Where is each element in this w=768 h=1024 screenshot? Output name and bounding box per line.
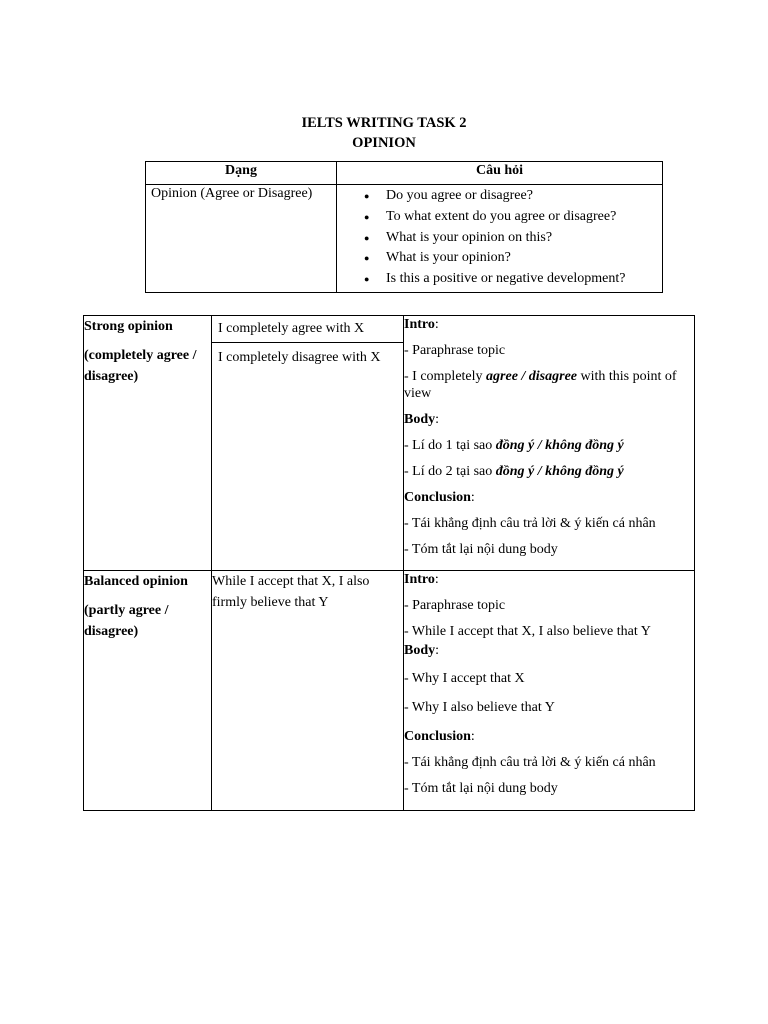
conclusion-label: Conclusion bbox=[404, 729, 471, 744]
strong-structure-cell bbox=[404, 316, 695, 571]
table-header-row bbox=[146, 162, 663, 185]
intro-heading: Intro: bbox=[404, 317, 439, 332]
body-point-2: - Why I also believe that Y bbox=[404, 700, 555, 715]
body-label: Body bbox=[404, 412, 436, 427]
intro-2-emphasis: agree / disagree bbox=[486, 369, 578, 384]
strong-thesis-cell bbox=[212, 316, 404, 571]
list-item: ● What is your opinion? bbox=[386, 248, 657, 269]
list-item: ● To what extent do you agree or disagree? bbox=[386, 207, 657, 228]
header-type: Dạng bbox=[146, 162, 337, 185]
strong-opinion-row bbox=[84, 316, 695, 571]
strong-opinion-sub: (completely agree / disagree) bbox=[84, 348, 197, 384]
thesis-disagree: I completely disagree with X bbox=[218, 350, 381, 365]
intro-label: Intro bbox=[404, 572, 435, 587]
intro-point-2 bbox=[404, 368, 694, 402]
conclusion-point-2: - Tóm tắt lại nội dung body bbox=[404, 542, 558, 557]
intro-label: Intro bbox=[404, 317, 435, 332]
list-item: ● Do you agree or disagree? bbox=[386, 186, 657, 207]
list-item: ● What is your opinion on this? bbox=[386, 228, 657, 249]
balanced-opinion-sub: (partly agree / disagree) bbox=[84, 603, 169, 639]
thesis-agree: I completely agree with X bbox=[212, 316, 403, 343]
intro-2-text: - I completely bbox=[404, 369, 487, 384]
body-1-text: - Lí do 1 tại sao bbox=[404, 438, 496, 453]
balanced-opinion-cell bbox=[84, 571, 212, 811]
body-point-1 bbox=[404, 437, 694, 454]
conclusion-point-1: - Tái khẳng định câu trả lời & ý kiến cá nhân bbox=[404, 755, 656, 770]
conclusion-heading: Conclusion: bbox=[404, 729, 475, 744]
body-heading: Body: bbox=[404, 643, 440, 658]
list-item: ● Is this a positive or negative development? bbox=[386, 269, 657, 290]
body-2-text: - Lí do 2 tại sao bbox=[404, 464, 496, 479]
table-row bbox=[146, 185, 663, 293]
opinion-structure-table bbox=[83, 315, 695, 811]
balanced-structure-cell bbox=[404, 571, 695, 811]
intro-point-1: - Paraphrase topic bbox=[404, 598, 506, 613]
questions-cell bbox=[337, 185, 663, 293]
intro-point-2: - While I accept that X, I also believe that Y bbox=[404, 624, 651, 639]
conclusion-label: Conclusion bbox=[404, 490, 471, 505]
strong-opinion-cell bbox=[84, 316, 212, 571]
body-1-emphasis: đồng ý / không đồng ý bbox=[495, 438, 624, 453]
balanced-thesis-cell bbox=[212, 571, 404, 811]
conclusion-heading: Conclusion: bbox=[404, 490, 475, 505]
intro-2-rest: with this point of view bbox=[404, 369, 677, 401]
strong-opinion-name: Strong opinion bbox=[84, 319, 173, 334]
body-2-emphasis: đồng ý / không đồng ý bbox=[495, 464, 624, 479]
balanced-thesis: While I accept that X, I also firmly believe that Y bbox=[212, 574, 370, 610]
type-cell: Opinion (Agree or Disagree) bbox=[146, 185, 337, 293]
intro-point-1: - Paraphrase topic bbox=[404, 343, 506, 358]
body-label: Body bbox=[404, 643, 436, 658]
conclusion-point-1: - Tái khẳng định câu trả lời & ý kiến cá nhân bbox=[404, 516, 656, 531]
balanced-opinion-row bbox=[84, 571, 695, 811]
page-subtitle: OPINION bbox=[352, 135, 416, 151]
body-point-1: - Why I accept that X bbox=[404, 671, 525, 686]
body-point-2 bbox=[404, 463, 694, 480]
intro-heading: Intro: bbox=[404, 572, 439, 587]
page-title: IELTS WRITING TASK 2 bbox=[301, 115, 467, 131]
conclusion-point-2: - Tóm tắt lại nội dung body bbox=[404, 781, 558, 796]
question-types-table bbox=[145, 161, 663, 293]
body-heading: Body: bbox=[404, 412, 440, 427]
question-list bbox=[342, 186, 657, 290]
balanced-opinion-name: Balanced opinion bbox=[84, 574, 188, 589]
header-questions: Câu hỏi bbox=[337, 162, 663, 185]
